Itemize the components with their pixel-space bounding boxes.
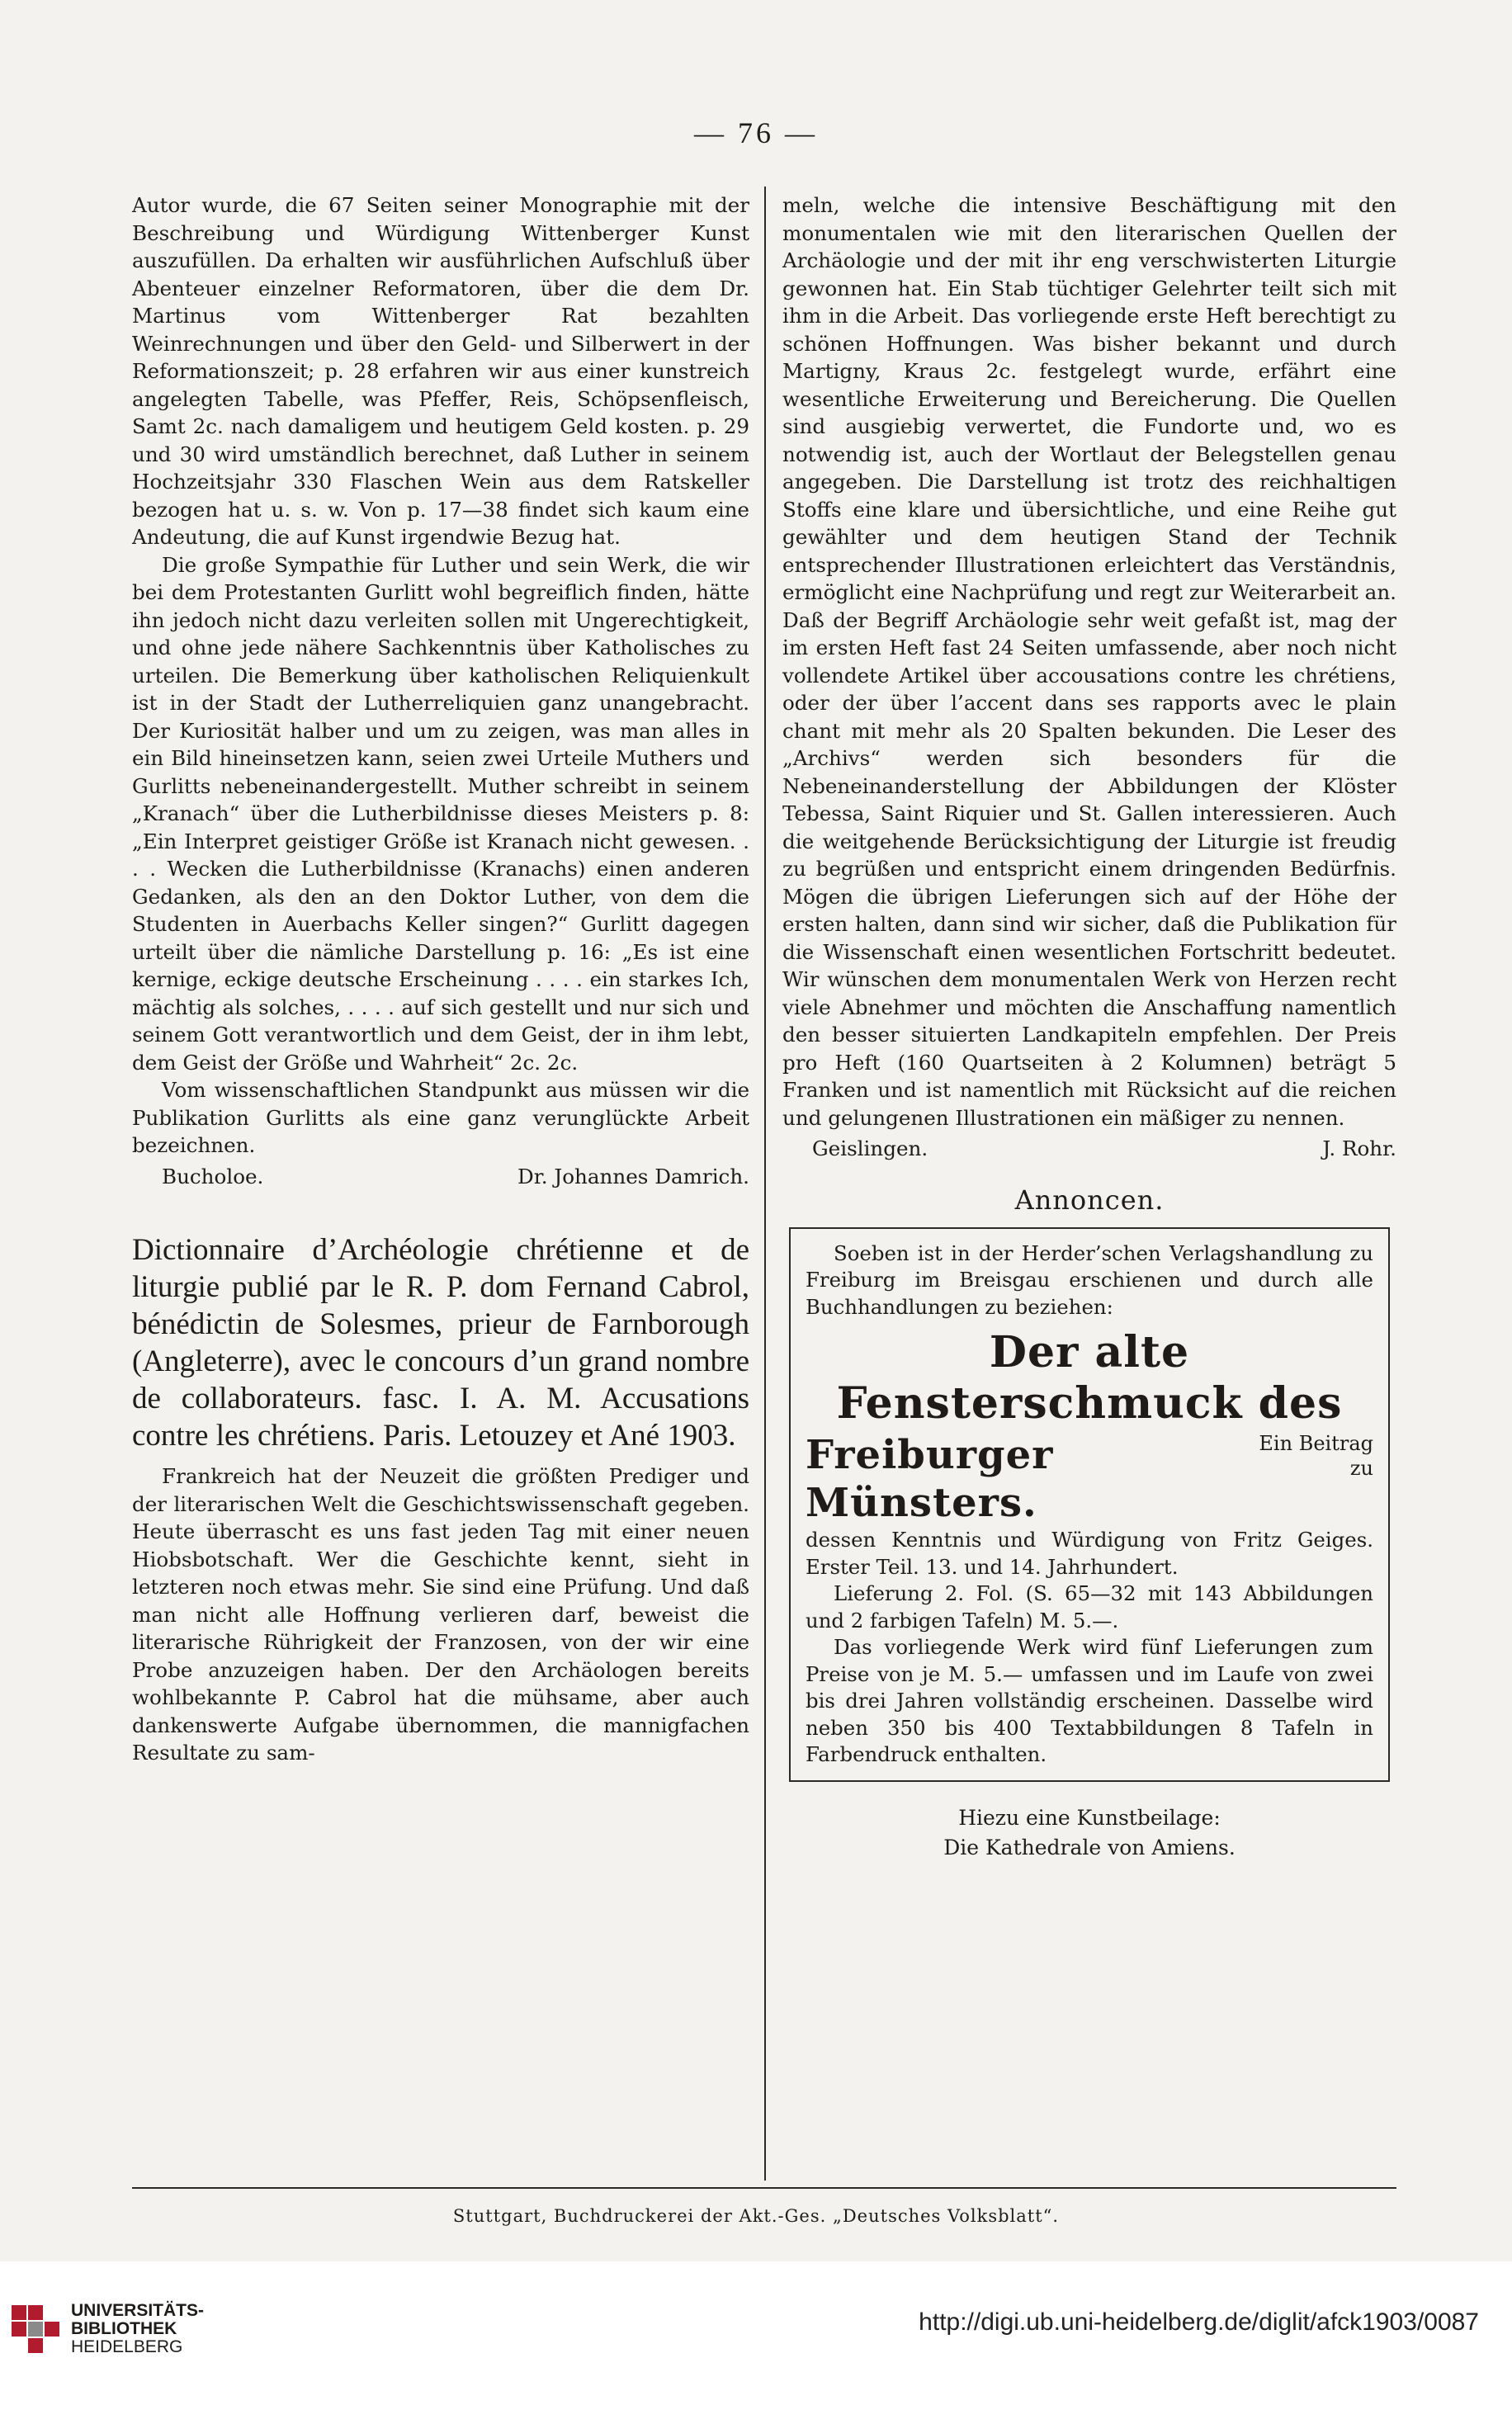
left-column	[132, 191, 749, 1767]
supplement-line: Die Kathedrale von Amiens.	[943, 1835, 1236, 1859]
review-paragraph: Frankreich hat der Neuzeit die größten Prediger und der literarischen Welt die Geschichtswissenschaft gegeben. Heute überrascht es uns fast jeden Tag mit einer neuen Hiobsbotschaft. Wer die Geschichte kennt, sieht in letzteren noch etwas mehr. Sie sind eine Prüfung. Und daß man nicht alle Hoffnung verlieren darf, beweist die literarische Rührigkeit der Franzosen, von der wir eine Probe anzuzeigen haben. Der den Archäologen bereits wohlbekannte P. Cabrol hat die mühsame, aber auch dankenswerte Aufgabe übernommen, die mannigfachen Resultate zu sam-	[132, 1464, 749, 1765]
library-name-line: UNIVERSITÄTS-	[71, 2301, 205, 2320]
digitization-footer	[0, 2261, 1512, 2424]
supplement-note	[782, 1803, 1396, 1863]
ad-intro: Soeben ist in der Herder’schen Verlagshandlung zu Freiburg im Breisgau erschienen und durch alle Buchhandlungen zu beziehen:	[806, 1240, 1373, 1319]
review-continuation: meln, welche die intensive Beschäftigung mit den monumentalen wie mit den literarischen Quellen der Archäologie und der mit ihr eng verschwisterten Liturgie gewonnen hat. Ein Stab tüchtiger Gelehrter teilt sich mit ihm in die Arbeit. Das vorliegende erste Heft berechtigt zu schönen Hoffnungen. Was bisher bekannt und durch Martigny, Kraus 2c. festgelegt wurde, erfährt eine wesentliche Erweiterung und Bereicherung. Die Quellen sind ausgiebig verwertet, die Fundorte und, wo es notwendig ist, auch der Wortlaut der Belegstellen genau angegeben. Die Darstellung ist trotz des reichhaltigen Stoffs eine klare und übersichtliche, und eine Reihe gut gewählter und dem heutigen Stand der Technik entsprechender Illustrationen erleichtert das Verständnis, ermöglicht eine Nachprüfung und regt zur Weiterarbeit an. Daß der Begriff Archäologie sehr weit gefaßt ist, mag der im ersten Heft fast 24 Seiten umfassende, aber noch nicht vollendete Artikel über accousations contre les chrétiens, oder der über l’accent dans ses rapports avec le plain chant mit mehr als 20 Spalten bekunden. Die Leser des „Archivs“ werden sich besonders für die Nebeneinanderstellung der Abbildungen der Klöster Tebessa, Saint Riquier und St. Gallen interessieren. Auch die weitgehende Berücksichtigung der Liturgie ist freudig zu begrüßen und entspricht einem dringenden Bedürfnis. Mögen die übrigen Lieferungen sich auf der Höhe der ersten halten, dann sind wir sicher, daß die Publikation für die Wissenschaft einen wesentlichen Fortschritt bedeutet. Wir wünschen dem monumentalen Werk von Herzen recht viele Abnehmer und möchten die Anschaffung namentlich den besser situierten Landkapiteln empfehlen. Der Preis pro Heft (160 Quartseiten à 2 Kolumnen) beträgt 5 Franken und ist namentlich mit Rücksicht auf die reichen und gelungenen Illustrationen ein mäßiger zu nennen.	[782, 193, 1396, 1130]
article-paragraph: Vom wissenschaftlichen Standpunkt aus müssen wir die Publikation Gurlitts als eine ganz verunglückte Arbeit bezeichnen.	[132, 1078, 749, 1157]
printer-imprint: Stuttgart, Buchdruckerei der Akt.-Ges. „Deutsches Volksblatt“.	[452, 2206, 1060, 2226]
column-divider	[764, 187, 766, 2181]
signature-name: Dr. Johannes Damrich.	[517, 1164, 749, 1188]
signature-place: Geislingen.	[812, 1136, 928, 1160]
advertisement-box	[789, 1227, 1390, 1782]
signature-name: J. Rohr.	[1322, 1136, 1396, 1160]
article-paragraph: Die große Sympathie für Luther und sein Werk, die wir bei dem Protestanten Gurlitt wohl begreiflich finden, hätte ihn jedoch nicht dazu verleiten sollen mit Ungerechtigkeit, und ohne jede nähere Sachkenntnis über Katholisches zu urteilen. Die Bemerkung über katholischen Reliquienkult ist in der Stadt der Lutherreliquien ganz unangebracht. Der Kuriosität halber und um zu zeigen, was man alles in ein Bild hineinsetzen kann, seien zwei Urteile Muthers und Gurlitts nebeneinandergestellt. Muther schreibt in seinem „Kranach“ über die Lutherbildnisse dieses Meisters p. 8: „Ein Interpret geistiger Größe ist Kranach nicht gewesen. . . . Wecken die Lutherbildnisse (Kranachs) einen anderen Gedanken, als den an den Doktor Luther, von dem die Studenten in Auerbachs Keller singen?“ Gurlitt dagegen urteilt über die nämliche Darstellung p. 16: „Es ist eine kernige, eckige deutsche Erscheinung . . . . ein starkes Ich, mächtig als solches, . . . . auf sich gestellt und nur sich und seinem Gott verantwortlich und dem Geist, der in ihm lebt, dem Geist der Größe und Wahrheit“ 2c. 2c.	[132, 552, 749, 1075]
signature-place: Bucholoe.	[162, 1164, 264, 1188]
ad-body: Lieferung 2. Fol. (S. 65—32 mit 143 Abbildungen und 2 farbigen Tafeln) M. 5.—.	[806, 1581, 1373, 1633]
library-name	[71, 2302, 204, 2356]
ad-title-line2: Freiburger Münsters.	[806, 1432, 1054, 1526]
review-signature	[782, 1135, 1396, 1163]
annoncen-heading: Annoncen.	[1014, 1184, 1165, 1216]
source-url-link[interactable]: http://digi.ub.uni-heidelberg.de/diglit/afck1903/0087	[919, 2308, 1479, 2336]
ad-title-line1: Der alte Fensterschmuck des	[836, 1327, 1343, 1429]
bottom-rule	[132, 2187, 1396, 2189]
right-column	[782, 191, 1396, 1863]
ad-title-side: Ein Beitrag zu	[1259, 1432, 1373, 1480]
library-name-line: HEIDELBERG	[71, 2337, 183, 2356]
ad-body: dessen Kenntnis und Würdigung von Fritz Geiges. Erster Teil. 13. und 14. Jahrhundert.	[806, 1528, 1373, 1579]
library-name-line: BIBLIOTHEK	[71, 2319, 177, 2338]
ad-title-row	[806, 1431, 1373, 1527]
library-logo	[12, 2302, 204, 2356]
article-paragraph: Autor wurde, die 67 Seiten seiner Monographie mit der Beschreibung und Würdigung Wittenberger Kunst auszufüllen. Da erhalten wir ausführlichen Aufschluß über Abenteuer einzelner Reformatoren, über die dem Dr. Martinus vom Wittenberger Rat bezahlten Weinrechnungen und über den Geld- und Silberwert in der Reformationszeit; p. 28 erfahren wir aus einer kunstreich angelegten Tabelle, was Pfeffer, Reis, Schöpsenfleisch, Samt 2c. nach damaligem und heutigem Geld kosten. p. 29 und 30 wird umständlich berechnet, daß Luther in seinem Hochzeitsjahr 330 Flaschen Wein aus dem Ratskeller bezogen hat u. s. w. Von p. 17—38 findet sich kaum eine Andeutung, die auf Kunst irgendwie Bezug hat.	[132, 193, 749, 549]
supplement-line: Hiezu eine Kunstbeilage:	[958, 1805, 1221, 1830]
article-signature	[132, 1163, 749, 1191]
page-number: — 76 —	[694, 116, 818, 149]
ad-body: Das vorliegende Werk wird fünf Lieferungen zum Preise von je M. 5.— umfassen und im Laufe von zwei bis drei Jahren vollständig erscheinen. Dasselbe wird neben 350 bis 400 Textabbildungen 8 Tafeln in Farbendruck enthalten.	[806, 1635, 1373, 1766]
review-title: Dictionnaire d’Archéologie chrétienne et de liturgie publié par le R. P. dom Fernand Cabrol, bénédictin de Solesmes, prieur de Farnborough (Angleterre), avec le concours d’un grand nombre de collaborateurs. fasc. I. A. M. Accusations contre les chrétiens. Paris. Letouzey et Ané 1903.	[132, 1233, 749, 1453]
library-emblem-icon	[12, 2305, 59, 2353]
